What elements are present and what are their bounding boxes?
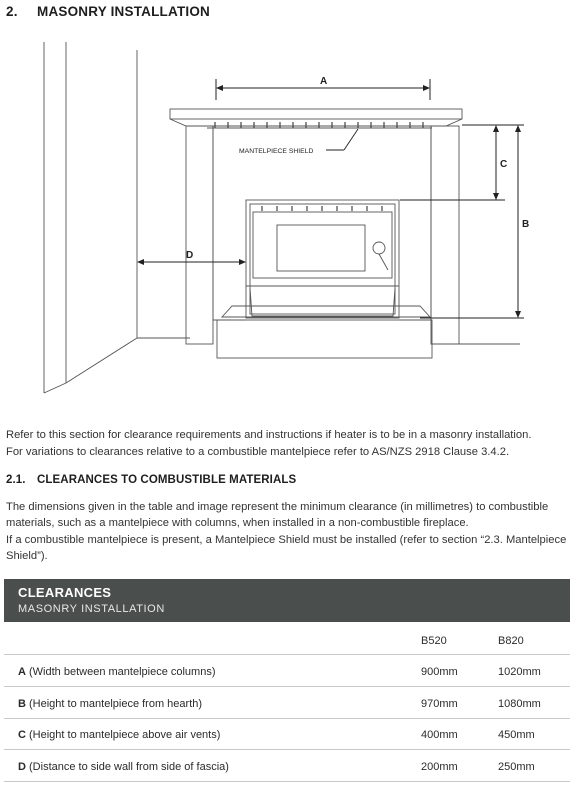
- dimension-b-label: B: [522, 219, 530, 230]
- table-subtitle: MASONRY INSTALLATION: [18, 603, 165, 615]
- row-value-b520: 200mm: [421, 761, 458, 773]
- column-header-b820: B820: [498, 635, 524, 647]
- row-value-b820: 250mm: [498, 761, 535, 773]
- right-column: [431, 126, 459, 344]
- table-column-header-row: [4, 625, 570, 656]
- row-value-b820: 450mm: [498, 729, 535, 741]
- intro-text: [6, 427, 572, 460]
- heater-vents: [262, 206, 382, 211]
- masonry-clearance-diagram: [0, 30, 578, 400]
- row-value-b520: 400mm: [421, 729, 458, 741]
- table-row: [4, 751, 570, 782]
- column-header-b520: B520: [421, 635, 447, 647]
- row-description: (Height to mantelpiece from hearth): [29, 698, 203, 710]
- table-row: [4, 656, 570, 687]
- row-value-b820: 1080mm: [498, 698, 541, 710]
- clearances-table-header: [4, 579, 570, 622]
- heater-body: [246, 200, 399, 318]
- heater-glass: [277, 225, 365, 271]
- row-description: (Height to mantelpiece above air vents): [29, 729, 221, 741]
- mantel-shelf: [170, 109, 462, 119]
- subsection-title: CLEARANCES TO COMBUSTIBLE MATERIALS: [37, 474, 297, 486]
- row-divider: [4, 686, 570, 687]
- row-description: (Width between mantelpiece columns): [29, 666, 216, 678]
- heater-glass-frame: [253, 212, 392, 278]
- dimension-c-label: C: [500, 159, 508, 170]
- row-divider: [4, 749, 570, 750]
- row-key: B: [18, 698, 26, 710]
- dimension-c: [400, 125, 508, 200]
- row-divider: [4, 654, 570, 655]
- table-row: [4, 688, 570, 719]
- left-column: [186, 126, 213, 344]
- clearance-description: [6, 499, 574, 564]
- dimension-a-label: A: [320, 76, 328, 87]
- row-value-b520: 970mm: [421, 698, 458, 710]
- hearth: [217, 320, 432, 358]
- intro-line-1: Refer to this section for clearance requirements and instructions if heater is to be in a masonry installation.: [6, 429, 532, 441]
- table-title: CLEARANCES: [18, 585, 112, 600]
- section-number: 2.: [6, 4, 18, 19]
- mantelpiece-shield-leader: [326, 129, 358, 150]
- description-para-2: If a combustible mantelpiece is present, a Mantelpiece Shield must be installed (refer to section “2.3. Mantelpiece Shield”).: [6, 533, 567, 562]
- table-row: [4, 719, 570, 750]
- description-para-1: The dimensions given in the table and image represent the minimum clearance (in millimetres) to combustible materials, such as a mantelpiece with columns, when installed in a non-combustible fireplace.: [6, 501, 549, 530]
- intro-line-2: For variations to clearances relative to a combustible mantelpiece refer to AS/NZS 2918 Clause 3.4.2.: [6, 445, 510, 458]
- shield-vents: [215, 122, 423, 128]
- door-handle: [373, 242, 385, 254]
- row-value-b520: 900mm: [421, 666, 458, 678]
- subsection-heading: [6, 474, 296, 486]
- row-key: C: [18, 729, 26, 741]
- dimension-d-label: D: [186, 250, 194, 261]
- dimension-b: [420, 125, 524, 318]
- row-key: A: [18, 666, 26, 678]
- row-divider: [4, 781, 570, 782]
- mantelpiece-shield-label: MANTELPIECE SHIELD: [239, 148, 314, 155]
- subsection-number: 2.1.: [6, 474, 26, 486]
- row-key: D: [18, 761, 26, 773]
- section-heading: [6, 4, 210, 19]
- row-value-b820: 1020mm: [498, 666, 541, 678]
- row-description: (Distance to side wall from side of fascia): [29, 761, 229, 773]
- section-title: MASONRY INSTALLATION: [37, 4, 210, 19]
